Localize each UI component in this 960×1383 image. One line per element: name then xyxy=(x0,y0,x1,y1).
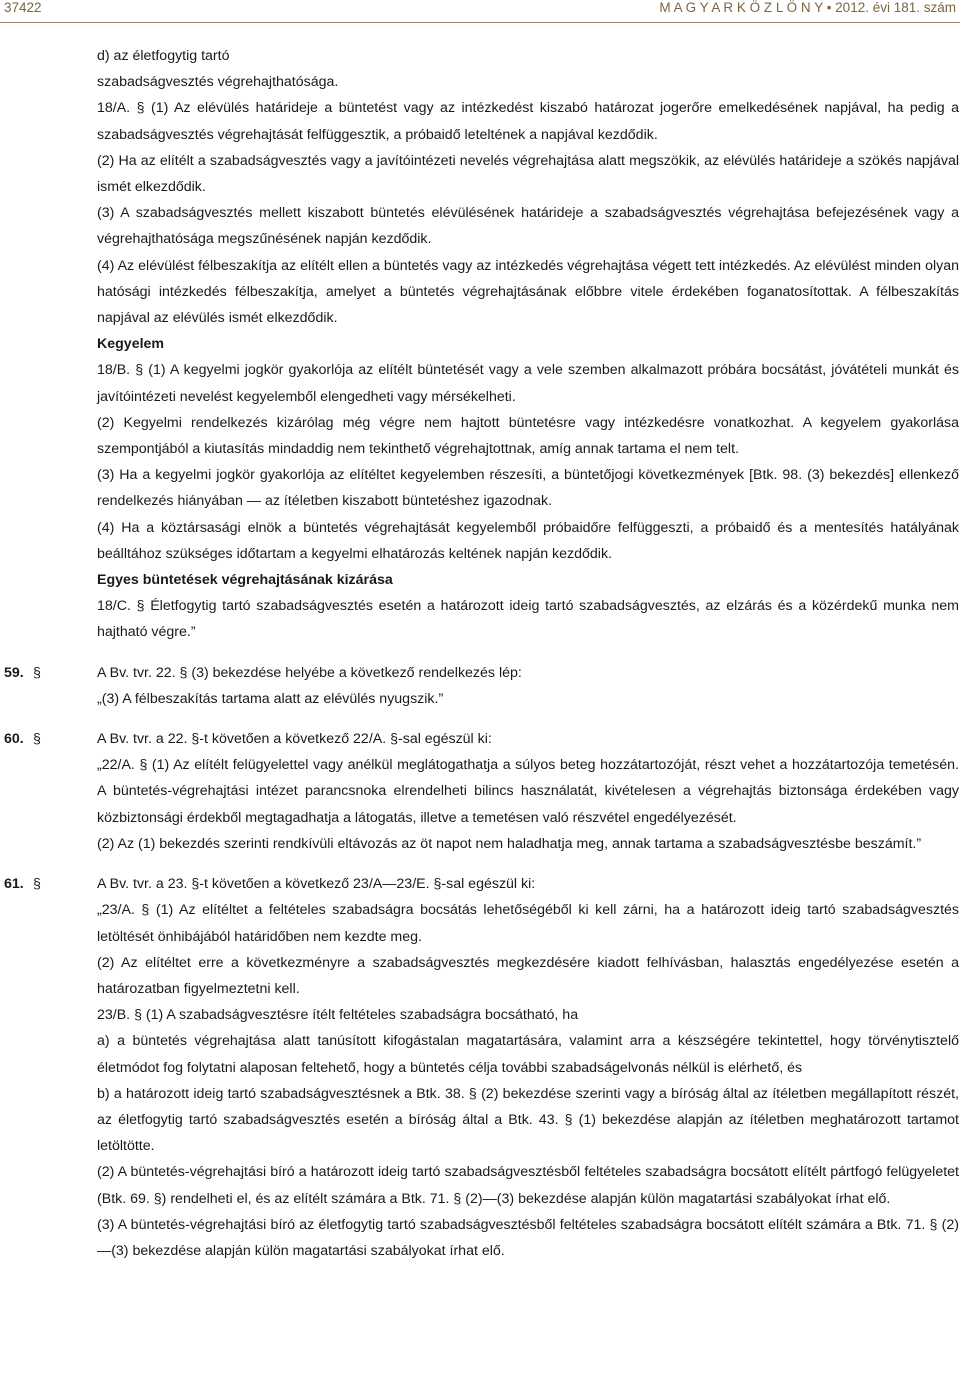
paragraph: (3) A szabadságvesztés mellett kiszabott büntetés elévülésének határideje a szabadságvesztés végrehajtása befejezésének vagy a végrehajthatósága megszűnésének napján kezdődik. xyxy=(97,205,959,248)
paragraph: A Bv. tvr. 22. § (3) bekezdése helyébe a következő rendelkezés lép: xyxy=(97,664,522,681)
page-content xyxy=(0,43,960,1264)
item-number: 60. xyxy=(4,731,24,748)
paragraph: (2) A büntetés-végrehajtási bíró a határozott ideig tartó szabadságvesztésből feltételes szabadságra bocsátott elítélt pártfogó felügyeletet (Btk. 69. §) rendelheti el, és az elítélt számára a Btk. 71. § (2)—(3) bekezdése alapján külön magatartási szabályokat írhat elő. xyxy=(97,1164,959,1207)
item-number: 61. xyxy=(4,876,24,893)
paragraph: (4) Az elévülést félbeszakítja az elítélt ellen a büntetés vagy az intézkedés végrehajtása végett tett intézkedés. Az elévülést minden olyan hatósági intézkedés félbeszakítja, amelyet a büntetés végrehajtásának előbbre vitele érdekében foganatosítottak. A félbeszakítás napjával az elévülés ismét elkezdődik. xyxy=(97,257,959,327)
paragraph: (3) Ha a kegyelmi jogkör gyakorlója az elítéltet kegyelemben részesíti, a büntetőjogi következmények [Btk. 98. (3) bekezdés] ellenkező rendelkezés hiányában — az ítéletben kiszabott büntetéshez igazodnak. xyxy=(97,467,959,510)
paragraph: A Bv. tvr. a 22. §-t követően a következő 22/A. §-sal egészül ki: xyxy=(97,731,492,748)
section-item-60 xyxy=(0,726,960,857)
paragraph: (2) Kegyelmi rendelkezés kizárólag még végre nem hajtott büntetésre vagy intézkedésre vonatkozhat. A kegyelem gyakorlása szempontjából a kiutasítás mindaddig nem tekinthető végrehajtottnak, amíg annak tartama el nem telt. xyxy=(97,414,959,458)
paragraph: 18/B. § (1) A kegyelmi jogkör gyakorlója az elítélt büntetését vagy a vele szemben alkalmazott próbára bocsátást, jóvátételi munkát és javítóintézeti nevelést kegyelemből elengedheti vagy mérsékelheti. xyxy=(97,362,959,405)
page-number: 37422 xyxy=(4,0,42,15)
section-sign: § xyxy=(33,731,41,748)
page-header xyxy=(0,0,960,20)
paragraph: A Bv. tvr. a 23. §-t követően a következő 23/A—23/E. §-sal egészül ki: xyxy=(97,876,536,893)
paragraph: 18/C. § Életfogytig tartó szabadságvesztés esetén a határozott ideig tartó szabadságvesztés, az elzárás és a közérdekű munka nem hajtható végre.” xyxy=(97,598,959,641)
paragraph: (2) Ha az elítélt a szabadságvesztés vagy a javítóintézeti nevelés végrehajtása alatt megszökik, az elévülés határideje a szökés napjával ismét elkezdődik. xyxy=(97,152,959,196)
journal-title: M A G Y A R K Ö Z L Ö N Y • 2012. évi 181. szám xyxy=(659,0,956,15)
paragraph: 23/B. § (1) A szabadságvesztésre ítélt feltételes szabadságra bocsátható, ha xyxy=(97,1007,579,1024)
section-sign: § xyxy=(33,876,41,893)
paragraph: „(3) A félbeszakítás tartama alatt az elévülés nyugszik.” xyxy=(97,690,444,707)
paragraph: (2) Az elítéltet erre a következményre a szabadságvesztés megkezdésére kiadott felhívásban, halasztás engedélyezése esetén a határozatban figyelmeztetni kell. xyxy=(97,954,959,997)
paragraph: a) a büntetés végrehajtása alatt tanúsított kifogástalan magatartására, valamint arra a készségére tekintettel, hogy törvénytisztelő életmódot fog folytatni alaposan feltehető, hogy a büntetés célja további szabadságelvonás nélkül is elérhető, és xyxy=(97,1033,959,1076)
paragraph: (4) Ha a köztársasági elnök a büntetés végrehajtását kegyelemből próbaidőre felfüggeszti, a próbaidő és a mentesítés hatályának beálltához szükséges időtartam a kegyelmi elhatározás keltének napján kezdődik. xyxy=(97,519,959,562)
section-heading-kizaras: Egyes büntetések végrehajtásának kizárása xyxy=(97,572,393,589)
section-sign: § xyxy=(33,664,41,681)
paragraph: b) a határozott ideig tartó szabadságvesztésnek a Btk. 38. § (2) bekezdése szerinti vagy a bíróság által az ítéletben megállapított részét, az életfogytig tartó szabadságvesztés esetén a bíróság által a Btk. 43. § (1) bekezdése alapján az ítéletben meghatározott tartamot letöltötte. xyxy=(97,1085,959,1155)
paragraph: szabadságvesztés végrehajthatósága. xyxy=(97,74,339,91)
section-item-61 xyxy=(0,871,960,1264)
paragraph: „22/A. § (1) Az elítélt felügyelettel vagy anélkül meglátogathatja a súlyos beteg hozzátartozóját, részt vehet a hozzátartozója temetésén. A büntetés-végrehajtási intézet parancsnoka elrendelheti bilincs használatát, kivételesen a végrehajtás biztonsága érdekében vagy közbiztonsági érdekből megtagadhatja a látogatás, illetve a temetésen való részvétel engedélyezését. xyxy=(97,757,959,826)
paragraph: (3) A büntetés-végrehajtási bíró az életfogytig tartó szabadságvesztésből feltételes szabadságra bocsátott elítélt számára a Btk. 71. § (2)—(3) bekezdése alapján külön magatartási szabályokat írhat elő. xyxy=(97,1216,959,1259)
paragraph: (2) Az (1) bekezdés szerinti rendkívüli eltávozás az öt napot nem haladhatja meg, annak tartama a szabadságvesztésbe beszámít.” xyxy=(97,835,922,852)
paragraph: 18/A. § (1) Az elévülés határideje a büntetést vagy az intézkedést kiszabó határozat jogerőre emelkedésének napjával, ha pedig a szabadságvesztés végrehajtását felfüggesztik, a próbaidő leteltének a napjával kezdődik. xyxy=(97,100,959,143)
paragraph: d) az életfogytig tartó xyxy=(97,48,230,64)
section-heading-kegyelem: Kegyelem xyxy=(97,336,165,353)
section-item-59 xyxy=(0,660,960,712)
header-divider xyxy=(0,22,960,23)
intro-section xyxy=(97,43,959,646)
paragraph: „23/A. § (1) Az elítéltet a feltételes szabadságra bocsátás lehetőségéből ki kell zárni, ha a határozott ideig tartó szabadságvesztés letöltését önhibájából határidőben nem kezdte meg. xyxy=(97,902,959,945)
item-number: 59. xyxy=(4,664,24,681)
